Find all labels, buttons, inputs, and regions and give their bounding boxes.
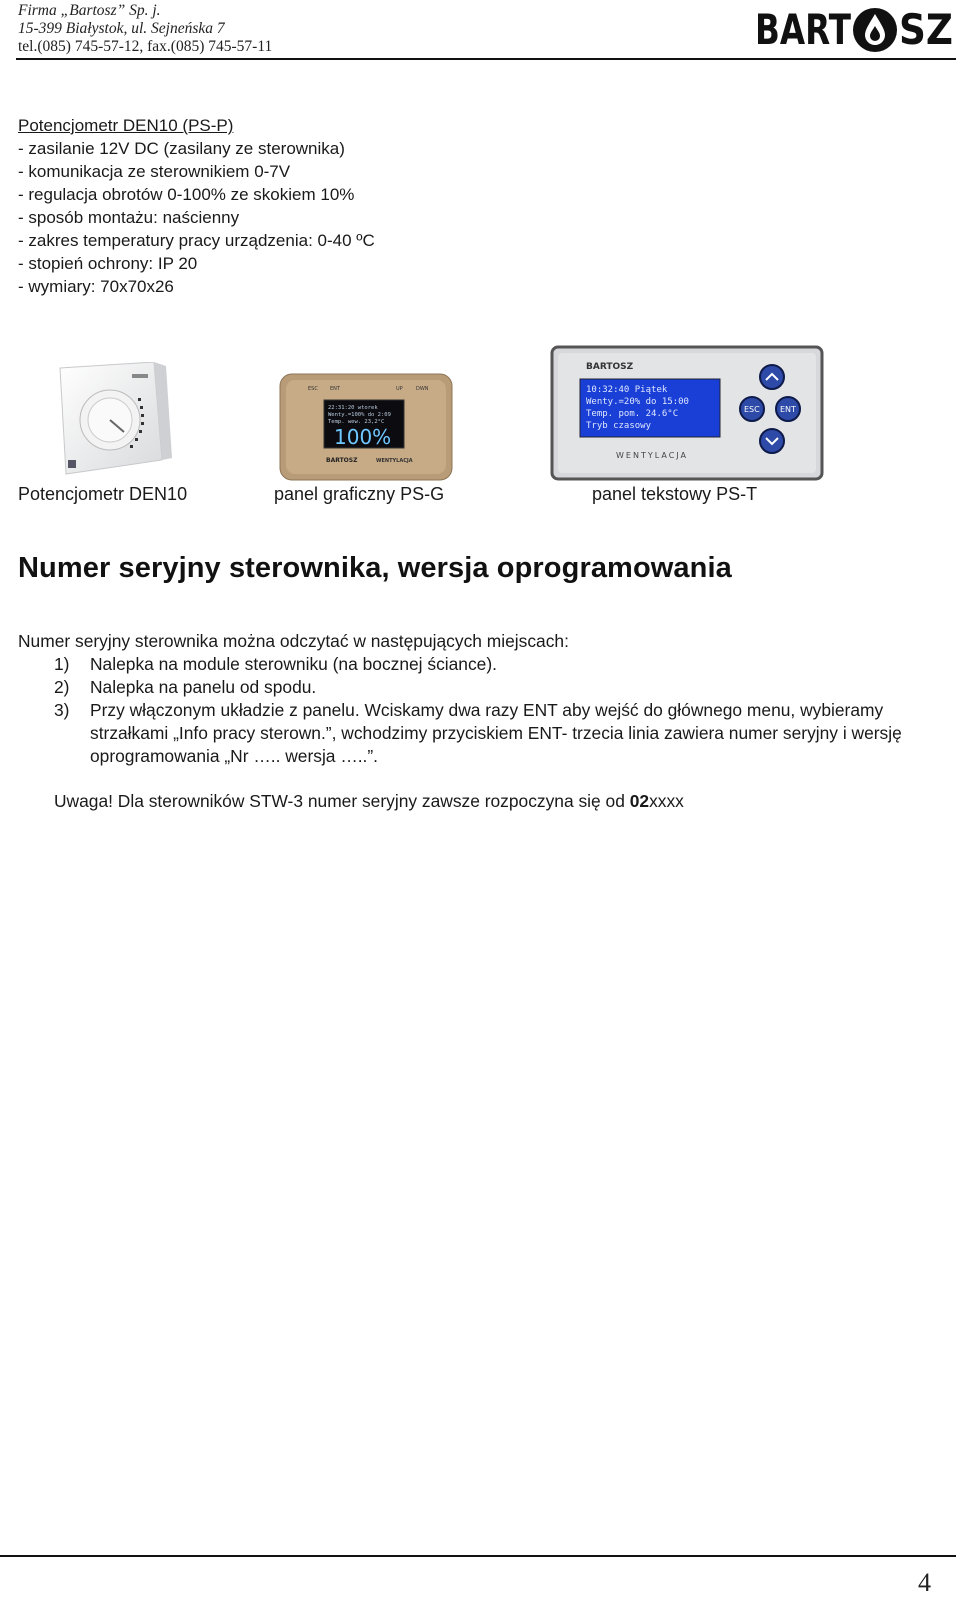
psg-line1: 22:31:20 wtorek bbox=[328, 405, 378, 411]
section-heading: Numer seryjny sterownika, wersja oprogramowania bbox=[18, 552, 732, 584]
psg-btn-ent: ENT bbox=[330, 386, 340, 392]
ps-g-panel-image bbox=[278, 372, 458, 484]
svg-text:BART: BART bbox=[755, 5, 852, 54]
pst-ent-label: ENT bbox=[780, 405, 796, 414]
psg-btn-esc: ESC bbox=[308, 386, 318, 392]
den10-potentiometer-image bbox=[26, 362, 206, 482]
note-bold: 02 bbox=[629, 791, 650, 811]
pst-line2: Wenty.=20% do 15:00 bbox=[586, 397, 689, 407]
spec-line: - regulacja obrotów 0-100% ze skokiem 10% bbox=[18, 185, 355, 204]
list-item-text: Nalepka na module sterowniku (na bocznej ściance). bbox=[90, 654, 497, 674]
psg-label: WENTYLACJA bbox=[376, 458, 413, 464]
caption-ps-t: panel tekstowy PS-T bbox=[592, 484, 758, 504]
bartosz-logo bbox=[755, 2, 955, 56]
warning-note bbox=[18, 790, 943, 813]
header-divider bbox=[16, 58, 956, 60]
spec-line: - wymiary: 70x70x26 bbox=[18, 277, 174, 296]
company-info bbox=[18, 2, 272, 56]
pst-line4: Tryb czasowy bbox=[586, 421, 652, 431]
spec-line: - stopień ochrony: IP 20 bbox=[18, 254, 198, 273]
ps-t-panel-image bbox=[550, 345, 830, 483]
pst-line1: 10:32:40 Piątek bbox=[586, 385, 668, 395]
pst-button-ent bbox=[776, 397, 800, 421]
pst-button-up bbox=[760, 365, 784, 389]
company-address: 15-399 Białystok, ul. Sejneńska 7 bbox=[18, 20, 225, 37]
list-item-text: Nalepka na panelu od spodu. bbox=[90, 677, 317, 697]
list-item-number: 2) bbox=[54, 677, 70, 697]
svg-text:SZ: SZ bbox=[899, 5, 953, 54]
page-header bbox=[0, 0, 960, 62]
list-item bbox=[18, 676, 943, 699]
section-intro: Numer seryjny sterownika można odczytać w następujących miejscach: bbox=[18, 631, 569, 651]
footer-divider bbox=[0, 1555, 956, 1557]
list-item bbox=[18, 653, 943, 676]
spec-line: - zasilanie 12V DC (zasilany ze sterownika) bbox=[18, 139, 345, 158]
pst-button-esc bbox=[740, 397, 764, 421]
caption-den10: Potencjometr DEN10 bbox=[18, 484, 188, 504]
caption-ps-g: panel graficzny PS-G bbox=[274, 484, 445, 504]
pst-button-down bbox=[760, 429, 784, 453]
psg-btn-dwn: DWN bbox=[416, 386, 429, 392]
spec-line: - komunikacja ze sterownikiem 0-7V bbox=[18, 162, 291, 181]
pst-label: WENTYLACJA bbox=[616, 451, 688, 460]
psg-btn-up: UP bbox=[396, 386, 403, 392]
pst-brand: BARTOSZ bbox=[586, 362, 634, 372]
note-prefix: Uwaga! Dla sterowników STW-3 numer seryjny zawsze rozpoczyna się od bbox=[54, 791, 630, 811]
list-item-text: Przy włączonym układzie z panelu. Wciskamy dwa razy ENT aby wejść do głównego menu, wybieramy strzałkami „Info pracy sterown.”, wchodzimy przyciskiem ENT- trzecia linia zawiera numer seryjny i wersję oprogramowania „Nr ….. wersja …..”. bbox=[90, 700, 902, 766]
pst-esc-label: ESC bbox=[744, 405, 760, 414]
section-body bbox=[18, 630, 943, 813]
list-item-number: 1) bbox=[54, 654, 70, 674]
psg-line2: Wenty.=100% do 2:09 bbox=[328, 412, 391, 418]
location-list bbox=[18, 653, 943, 768]
spec-block bbox=[18, 114, 375, 298]
page-number: 4 bbox=[918, 1568, 931, 1597]
psg-brand: BARTOSZ bbox=[326, 457, 358, 464]
company-name: Firma „Bartosz” Sp. j. bbox=[18, 2, 161, 19]
company-phone: tel.(085) 745-57-12, fax.(085) 745-57-11 bbox=[18, 38, 273, 55]
pst-line3: Temp. pom. 24.6°C bbox=[586, 409, 679, 419]
spec-title: Potencjometr DEN10 (PS-P) bbox=[18, 116, 234, 135]
psg-line3: Temp. wew. 23,2°C bbox=[328, 419, 385, 425]
list-item-number: 3) bbox=[54, 700, 70, 720]
list-item bbox=[18, 699, 943, 768]
note-suffix: xxxx bbox=[649, 791, 684, 811]
spec-line: - zakres temperatury pracy urządzenia: 0-40 ºC bbox=[18, 231, 375, 250]
psg-big-value: 100% bbox=[334, 425, 392, 449]
spec-line: - sposób montażu: naścienny bbox=[18, 208, 240, 227]
